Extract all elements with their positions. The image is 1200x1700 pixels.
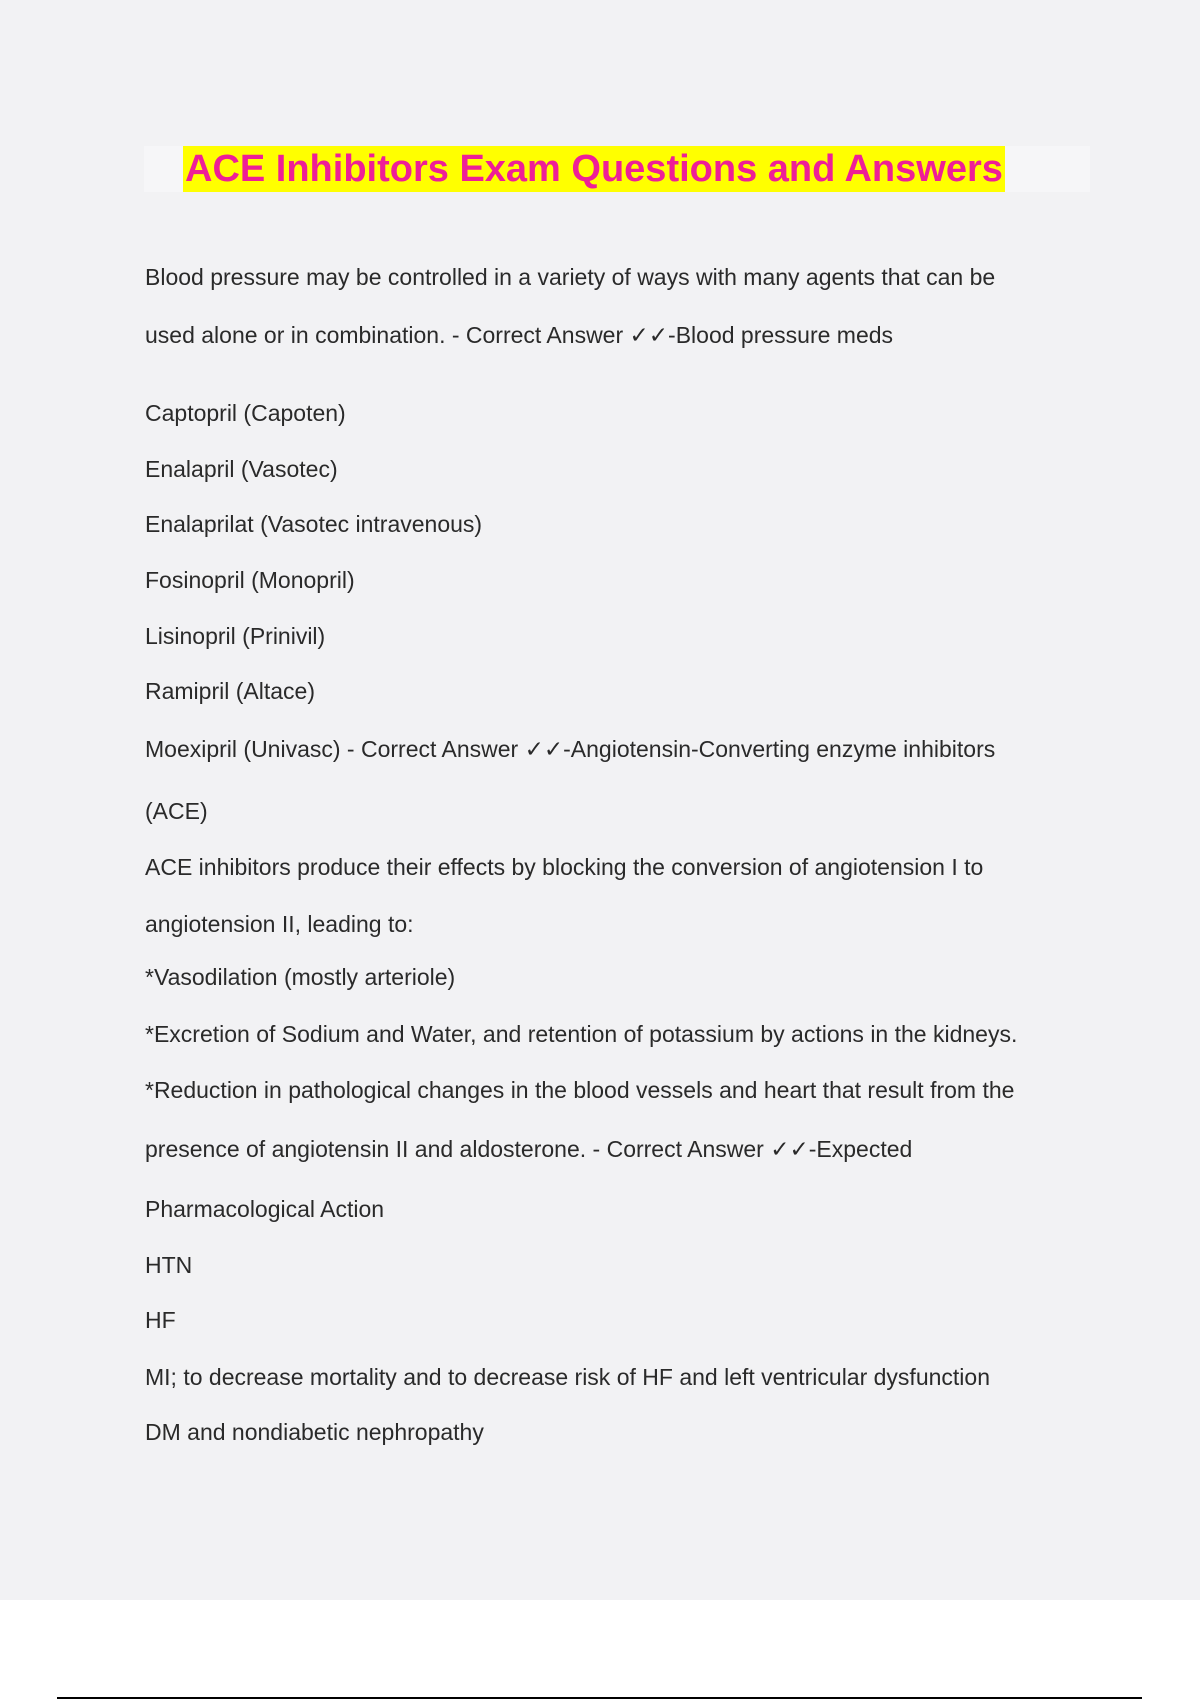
text-line: Fosinopril (Monopril) bbox=[145, 567, 355, 593]
text-line: presence of angiotensin II and aldosterone. - Correct Answer ✓✓-Expected bbox=[145, 1136, 913, 1162]
text-line: HF bbox=[145, 1307, 176, 1333]
text-line: Captopril (Capoten) bbox=[145, 400, 346, 426]
text-line: Ramipril (Altace) bbox=[145, 678, 315, 704]
text-line: DM and nondiabetic nephropathy bbox=[145, 1419, 484, 1445]
text-line: HTN bbox=[145, 1252, 193, 1278]
text-line: Lisinopril (Prinivil) bbox=[145, 623, 326, 649]
text-line: Blood pressure may be controlled in a variety of ways with many agents that can be bbox=[145, 264, 996, 290]
text-line: *Vasodilation (mostly arteriole) bbox=[145, 964, 456, 990]
text-line: Enalaprilat (Vasotec intravenous) bbox=[145, 511, 483, 537]
text-line: (ACE) bbox=[145, 798, 208, 824]
text-line: Enalapril (Vasotec) bbox=[145, 456, 338, 482]
text-line: ACE inhibitors produce their effects by blocking the conversion of angiotension I to bbox=[145, 854, 984, 880]
text-line: *Reduction in pathological changes in the blood vessels and heart that result from the bbox=[145, 1077, 1015, 1103]
footer-divider bbox=[57, 1697, 1142, 1699]
text-line: angiotension II, leading to: bbox=[145, 911, 414, 937]
text-line: used alone or in combination. - Correct Answer ✓✓-Blood pressure meds bbox=[145, 322, 894, 348]
document-title: ACE Inhibitors Exam Questions and Answers bbox=[185, 148, 1003, 190]
text-line: Pharmacological Action bbox=[145, 1196, 385, 1222]
text-line: *Excretion of Sodium and Water, and retention of potassium by actions in the kidneys. bbox=[145, 1021, 1018, 1047]
text-line: MI; to decrease mortality and to decrease risk of HF and left ventricular dysfunction bbox=[145, 1364, 990, 1390]
text-line: Moexipril (Univasc) - Correct Answer ✓✓-Angiotensin-Converting enzyme inhibitors bbox=[145, 736, 996, 762]
